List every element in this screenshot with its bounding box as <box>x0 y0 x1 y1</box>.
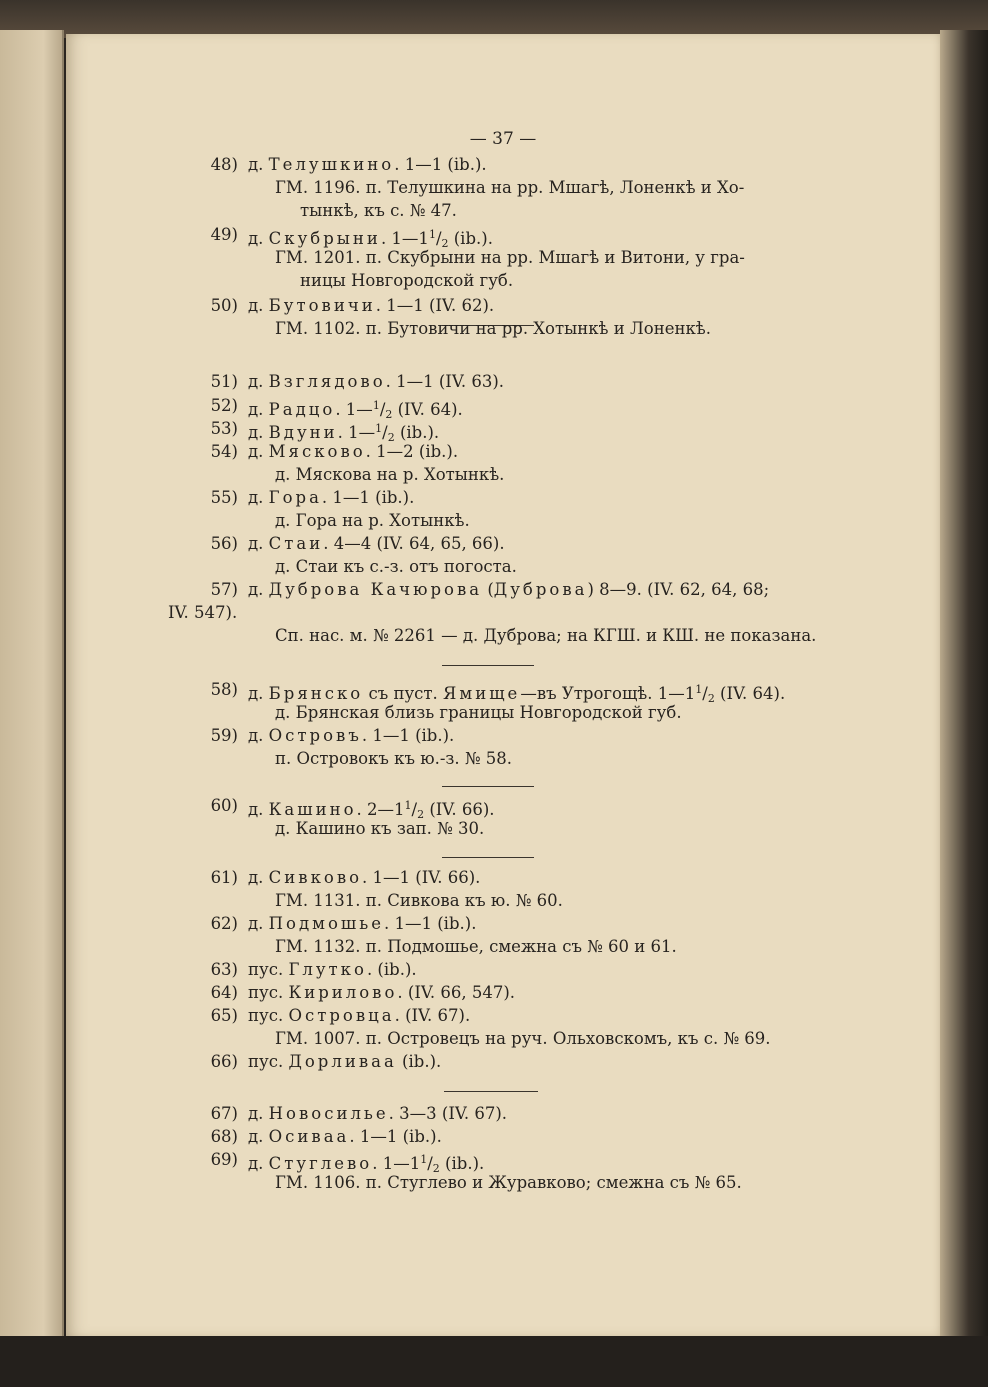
entry-line <box>248 534 505 554</box>
separator-rule <box>444 1091 538 1092</box>
entry-continuation-line <box>275 749 512 769</box>
entry-number: 65) <box>210 1006 238 1025</box>
entry-text: п. Островокъ къ ю.-з. № 58. <box>275 749 512 768</box>
entry-text: ГМ. 1102. п. Бутовичи на рр. Хотынкѣ и Лоненкѣ. <box>275 319 711 338</box>
entry-text: д. Брянско съ пуст. Ямище—въ Утрогощѣ. $1—1^1/_2$ (IV. 64). <box>248 683 786 705</box>
entry-text: д. Стаи. 4—4 (IV. 64, 65, 66). <box>248 534 505 553</box>
entry-text: ГМ. 1201. п. Скубрыни на рр. Мшагѣ и Витони, у гра- <box>275 248 745 267</box>
entry-continuation-line <box>275 819 484 839</box>
entry-line <box>248 372 504 392</box>
entry-continuation-line <box>275 937 677 957</box>
entry-line <box>248 155 487 175</box>
entry-continuation-line <box>275 511 470 531</box>
entry-number: 56) <box>210 534 238 553</box>
entry-number: 60) <box>210 796 238 815</box>
entry-text: ГМ. 1007. п. Островецъ на руч. Ольховскомъ, къ с. № 69. <box>275 1029 771 1048</box>
entry-text: ГМ. 1106. п. Стуглево и Журавково; смежна съ № 65. <box>275 1173 742 1192</box>
entry-text: д. Кашино. $2—1^1/_2$ (IV. 66). <box>248 799 495 821</box>
entry-text: д. Телушкино. 1—1 (ib.). <box>248 155 487 174</box>
entry-text: д. Кашино къ зап. № 30. <box>275 819 485 838</box>
entry-number: 51) <box>210 372 238 391</box>
entry-number: 52) <box>210 396 238 415</box>
entry-continuation-line <box>275 703 682 723</box>
entry-continuation-line <box>275 891 563 911</box>
entry-text: ГМ. 1132. п. Подмошье, смежна съ № 60 и 61. <box>275 937 677 956</box>
entry-number: 58) <box>210 680 238 699</box>
entry-continuation-line <box>300 271 513 291</box>
entry-continuation-line <box>275 557 517 577</box>
entry-number: 67) <box>210 1104 238 1123</box>
entry-number: 63) <box>210 960 238 979</box>
entry-continuation-line <box>275 1173 742 1193</box>
entry-number: 66) <box>210 1052 238 1071</box>
entry-number: 48) <box>210 155 238 174</box>
page-number: — 37 — <box>469 129 537 149</box>
entry-text: тынкѣ, къ с. № 47. <box>300 201 457 220</box>
left-page-edge <box>0 30 64 1360</box>
entry-text: д. Новосилье. 3—3 (IV. 67). <box>248 1104 508 1123</box>
entry-line <box>248 726 454 746</box>
book-page <box>66 34 940 1336</box>
entry-text: д. Скубрыни. $1—1^1/_2$ (ib.). <box>248 228 493 250</box>
entry-text: д. Бутовичи. 1—1 (IV. 62). <box>248 296 495 315</box>
entry-number: 55) <box>210 488 238 507</box>
entry-line <box>248 1104 507 1124</box>
entry-number: 61) <box>210 868 238 887</box>
entry-line <box>248 1006 470 1026</box>
separator-rule <box>442 786 534 787</box>
right-page-edge <box>940 30 988 1350</box>
entry-line <box>248 442 458 462</box>
entry-text: ГМ. 1131. п. Сивкова къ ю. № 60. <box>275 891 563 910</box>
entry-continuation-line <box>300 201 457 221</box>
entry-continuation-line <box>275 248 745 268</box>
entry-text: Сп. нас. м. № 2261 — д. Дуброва; на КГШ. и КШ. не показана. <box>275 626 817 645</box>
entry-number: 69) <box>210 1150 238 1169</box>
book-top-edge <box>0 0 988 38</box>
entry-text: д. Радцо. $1—^1/_2$ (IV. 64). <box>248 399 463 421</box>
entry-text: д. Стуглево. $1—1^1/_2$ (ib.). <box>248 1153 485 1175</box>
entry-continuation-line <box>275 1029 771 1049</box>
entry-line <box>248 296 494 316</box>
entry-continuation-line <box>275 465 504 485</box>
separator-rule <box>442 857 534 858</box>
entry-continuation-line <box>275 319 711 339</box>
entry-text: ницы Новгородской губ. <box>300 271 514 290</box>
entry-number: 68) <box>210 1127 238 1146</box>
entry-number: 64) <box>210 983 238 1002</box>
entry-text: д. Осиваа. 1—1 (ib.). <box>248 1127 442 1146</box>
entry-number: 59) <box>210 726 238 745</box>
separator-rule <box>442 665 534 666</box>
entry-line <box>248 488 414 508</box>
entry-text: д. Дуброва Качюрова (Дуброва) 8—9. (IV. 62, 64, 68; <box>248 580 770 599</box>
entry-number: 50) <box>210 296 238 315</box>
entry-text: д. Подмошье. 1—1 (ib.). <box>248 914 477 933</box>
entry-line <box>248 960 417 980</box>
entry-continuation-line <box>168 603 237 623</box>
entry-text: д. Островъ. 1—1 (ib.). <box>248 726 455 745</box>
entry-text: пус. Дорливаа (ib.). <box>248 1052 442 1071</box>
entry-text: д. Стаи къ с.-з. отъ погоста. <box>275 557 517 576</box>
entry-text: пус. Кирилово. (IV. 66, 547). <box>248 983 516 1002</box>
entry-text: пус. Островца. (IV. 67). <box>248 1006 471 1025</box>
entry-text: д. Гора на р. Хотынкѣ. <box>275 511 470 530</box>
entry-line <box>248 580 769 600</box>
entry-text: д. Мяскова на р. Хотынкѣ. <box>275 465 505 484</box>
page-content <box>66 34 940 1336</box>
entry-number: 49) <box>210 225 238 244</box>
entry-text: д. Вдуни. $1—^1/_2$ (ib.). <box>248 422 440 444</box>
entry-continuation-line <box>275 626 816 646</box>
entry-line <box>248 983 515 1003</box>
entry-text: IV. 547). <box>168 603 238 622</box>
entry-text: ГМ. 1196. п. Телушкина на рр. Мшагѣ, Лоненкѣ и Хо- <box>275 178 745 197</box>
entry-line <box>248 1127 442 1147</box>
entry-number: 57) <box>210 580 238 599</box>
entry-text: д. Гора. 1—1 (ib.). <box>248 488 415 507</box>
entry-continuation-line <box>275 178 744 198</box>
entry-number: 54) <box>210 442 238 461</box>
entry-line <box>248 868 480 888</box>
entry-number: 53) <box>210 419 238 438</box>
entry-text: д. Взглядово. 1—1 (IV. 63). <box>248 372 505 391</box>
entry-number: 62) <box>210 914 238 933</box>
entry-text: д. Мясково. 1—2 (ib.). <box>248 442 459 461</box>
entry-text: д. Сивково. 1—1 (IV. 66). <box>248 868 481 887</box>
entry-text: пус. Глутко. (ib.). <box>248 960 417 979</box>
entry-text: д. Брянская близь границы Новгородской губ. <box>275 703 682 722</box>
entry-line <box>248 914 476 934</box>
book-bottom-edge <box>0 1336 988 1387</box>
entry-line <box>248 1052 441 1072</box>
